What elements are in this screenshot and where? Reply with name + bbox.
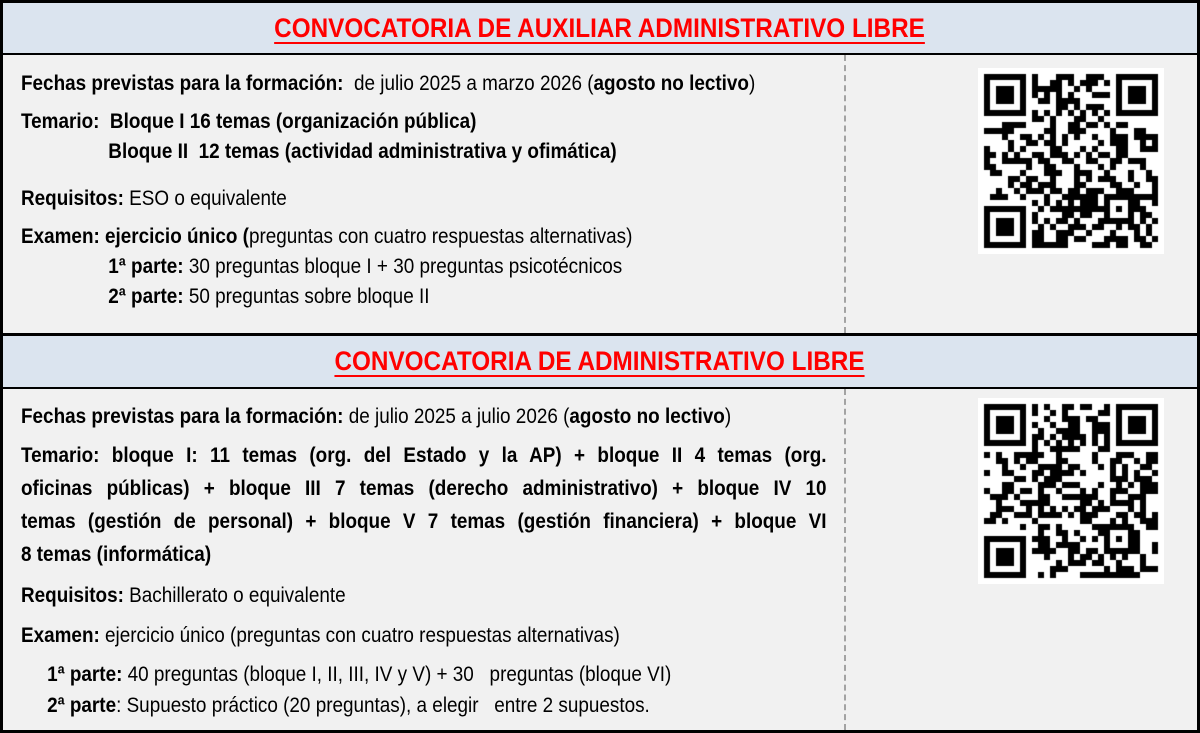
requisitos-value: Bachillerato o equivalente [123, 584, 346, 607]
temario-line-4: 8 temas (informática) [21, 543, 212, 566]
fechas-value: de julio 2025 a marzo 2026 ( [343, 72, 594, 95]
temario-line-1: Temario: Bloque I 16 temas (organización pública) [21, 110, 477, 133]
parte1-line [108, 252, 840, 282]
temario-line-2: oficinas públicas) + bloque III 7 temas (derecho administrativo) + bloque IV 10 [21, 477, 827, 500]
fechas-line [21, 402, 840, 432]
parte1-line [47, 659, 840, 690]
section-body-administrativo [3, 389, 1197, 730]
qr-column [844, 389, 1197, 730]
requisitos-label: Requisitos: [21, 187, 124, 210]
parte2-value: : Supuesto práctico (20 preguntas), a elegir entre 2 supuestos. [116, 694, 650, 717]
fechas-label: Fechas previstas para la formación: [21, 405, 344, 428]
parte1-value: 30 preguntas bloque I + 30 preguntas psicotécnicos [183, 255, 623, 278]
qr-code-canvas [978, 68, 1164, 254]
requisitos-value: ESO o equivalente [123, 187, 287, 210]
fechas-note: agosto no lectivo [569, 405, 725, 428]
fechas-line [21, 69, 840, 99]
temario-line-1: Temario: bloque I: 11 temas (org. del Estado y la AP) + bloque II 4 temas (org. [21, 444, 827, 467]
section-title: CONVOCATORIA DE AUXILIAR ADMINISTRATIVO LIBRE [274, 12, 926, 43]
parte1-value: 40 preguntas (bloque I, II, III, IV y V) + 30 preguntas (bloque VI) [122, 663, 672, 686]
info-column [3, 389, 844, 730]
temario-line-3: temas (gestión de personal) + bloque V 7 temas (gestión financiera) + bloque VI [21, 510, 827, 533]
qr-code-canvas [978, 398, 1164, 584]
parte2-line [108, 282, 840, 312]
info-column [3, 55, 844, 333]
section-title: CONVOCATORIA DE ADMINISTRATIVO LIBRE [334, 346, 866, 376]
qr-code [978, 398, 1164, 584]
section-header-administrativo [3, 333, 1197, 389]
parte1-label: 1ª parte: [108, 255, 184, 278]
examen-value: ejercicio único (preguntas con cuatro respuestas alternativas) [99, 624, 620, 647]
section-header-auxiliar [3, 3, 1197, 55]
examen-value: preguntas con cuatro respuestas alternativas) [248, 225, 633, 248]
parte2-line [47, 690, 840, 721]
fechas-label: Fechas previstas para la formación: [21, 72, 344, 95]
examen-label: Examen: ejercicio único ( [21, 225, 249, 248]
fechas-value: de julio 2025 a julio 2026 ( [343, 405, 570, 428]
examen-line [21, 621, 840, 651]
examen-line [21, 222, 840, 252]
section-body-auxiliar [3, 55, 1197, 333]
requisitos-label: Requisitos: [21, 584, 124, 607]
examen-label: Examen: [21, 624, 100, 647]
parte2-label: 2ª parte: [108, 285, 184, 308]
qr-code [978, 68, 1164, 254]
fechas-close: ) [724, 405, 732, 428]
parte2-value: 50 preguntas sobre bloque II [183, 285, 430, 308]
requisitos-line [21, 184, 840, 214]
temario-line-2: Bloque II 12 temas (actividad administrativa y ofimática) [108, 140, 617, 163]
requisitos-line [21, 581, 840, 611]
fechas-note: agosto no lectivo [593, 72, 749, 95]
parte1-label: 1ª parte: [47, 663, 123, 686]
parte2-label: 2ª parte [47, 694, 117, 717]
fechas-close: ) [748, 72, 756, 95]
qr-column [844, 55, 1197, 333]
